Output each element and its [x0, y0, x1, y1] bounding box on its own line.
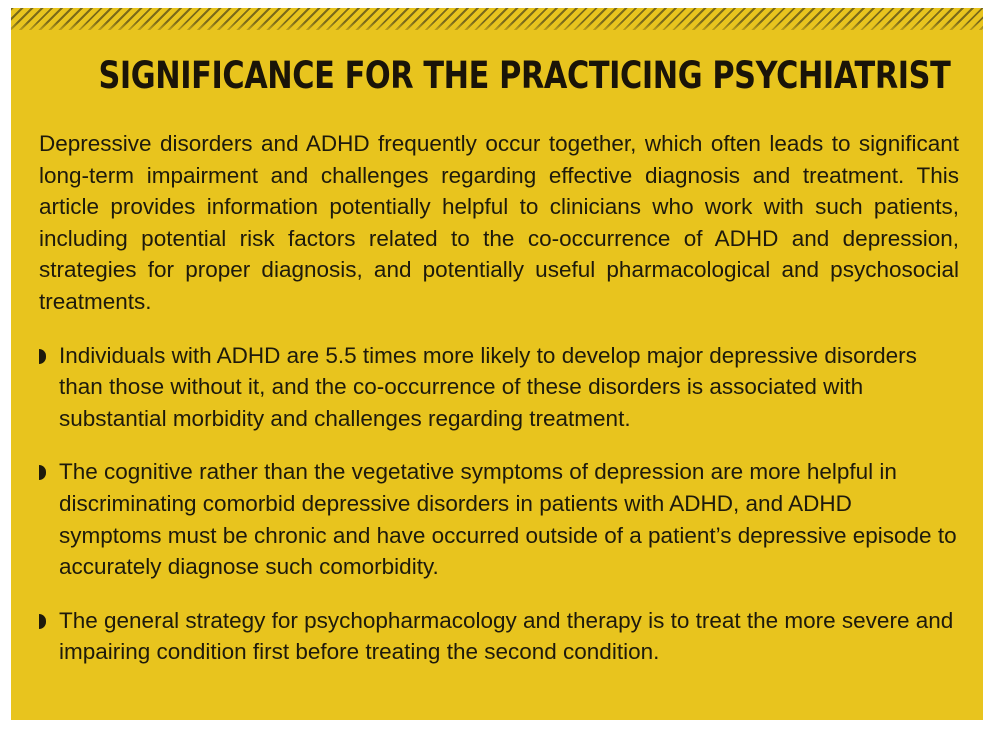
half-circle-bullet-icon	[39, 614, 46, 629]
key-point-text: The cognitive rather than the vegetative symptoms of depression are more helpful in discriminating comorbid depressive disorders in patients with ADHD, and ADHD symptoms must be chronic and have occurred outside of a patient’s depressive episode to accurately diagnose such comorbidity.	[59, 459, 957, 580]
summary-panel	[11, 8, 983, 720]
key-points-list	[39, 340, 959, 668]
key-point-text: The general strategy for psychopharmacology and therapy is to treat the more severe and impairing condition first before treating the second condition.	[59, 607, 954, 665]
intro-paragraph: Depressive disorders and ADHD frequently occur together, which often leads to significant long-term impairment and challenges regarding effective diagnosis and treatment. This article provides information potentially helpful to clinicians who work with such patients, including potential risk factors related to the co-occurrence of ADHD and depression, strategies for proper diagnosis, and potentially useful pharmacological and psychosocial treatments.	[39, 131, 959, 314]
panel-content	[39, 128, 959, 690]
key-point-text: Individuals with ADHD are 5.5 times more likely to develop major depressive disorders than those without it, and the co-occurrence of these disorders is associated with substantial morbidity and challenges regarding treatment.	[59, 342, 917, 431]
hatched-border-fade	[11, 22, 983, 30]
key-point-item	[39, 605, 959, 668]
key-point-item	[39, 340, 959, 435]
half-circle-bullet-icon	[39, 349, 46, 364]
key-point-item	[39, 456, 959, 582]
panel-title: SIGNIFICANCE FOR THE PRACTICING PSYCHIATRIST	[98, 54, 951, 97]
half-circle-bullet-icon	[39, 465, 46, 480]
